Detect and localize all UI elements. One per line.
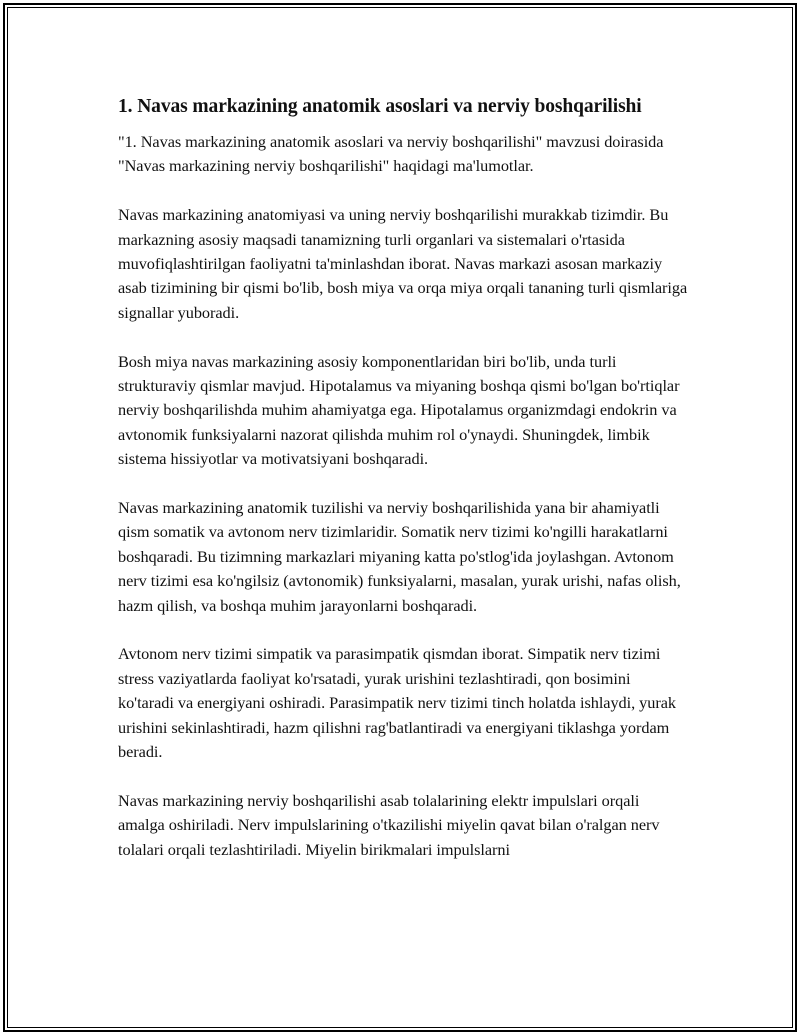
document-title: 1. Navas markazining anatomik asoslari va nerviy boshqarilishi <box>118 96 642 117</box>
paragraph-1: "1. Navas markazining anatomik asoslari va nerviy boshqarilishi" mavzusi doirasida "Navas markazining nerviy boshqarilishi" haqidagi ma'lumotlar. <box>118 132 664 176</box>
paragraph-2: Navas markazining anatomiyasi va uning nerviy boshqarilishi murakkab tizimdir. Bu markazning asosiy maqsadi tanamizning turli organlari va sistemalari o'rtasida muvofiqlashtirilgan faoliyatni ta'minlashdan iborat. Navas markazi asosan markaziy asab tizimining bir qismi bo'lib, bosh miya va orqa miya orqali tananing turli qismlariga signallar yuboradi. <box>118 205 688 322</box>
paragraph-5: Avtonom nerv tizimi simpatik va parasimpatik qismdan iborat. Simpatik nerv tizimi stress vaziyatlarda faoliyat ko'rsatadi, yurak urishini tezlashtiradi, qon bosimini ko'taradi va energiyani oshiradi. Parasimpatik nerv tizimi tinch holatda ishlaydi, yurak urishini sekinlashtiradi, hazm qilishni rag'batlantiradi va energiyani tiklashga yordam beradi. <box>118 644 676 762</box>
document-body <box>118 93 690 887</box>
paragraph-4: Navas markazining anatomik tuzilishi va nerviy boshqarilishida yana bir ahamiyatli qism somatik va avtonom nerv tizimlaridir. Somatik nerv tizimi ko'ngilli harakatlarni boshqaradi. Bu tizimning markazlari miyaning katta po'stlog'ida joylashgan. Avtonom nerv tizimi esa ko'ngilsiz (avtonomik) funksiyalarni, masalan, yurak urishi, nafas olish, hazm qilish, va boshqa muhim jarayonlarni boshqaradi. <box>118 498 681 615</box>
paragraph-6: Navas markazining nerviy boshqarilishi asab tolalarining elektr impulslari orqali amalga oshiriladi. Nerv impulslarining o'tkazilishi miyelin qavat bilan o'ralgan nerv tolalari orqali tezlashtiriladi. Miyelin birikmalari impulslarni <box>118 790 660 859</box>
paragraph-3: Bosh miya navas markazining asosiy komponentlaridan biri bo'lib, unda turli strukturaviy qismlar mavjud. Hipotalamus va miyaning boshqa qismi bo'lgan bo'rtiqlar nerviy boshqarilishda muhim ahamiyatga ega. Hipotalamus organizmdagi endokrin va avtonomik funksiyalarni nazorat qilishda muhim rol o'ynaydi. Shuningdek, limbik sistema hissiyotlar va motivatsiyani boshqaradi. <box>118 351 680 469</box>
